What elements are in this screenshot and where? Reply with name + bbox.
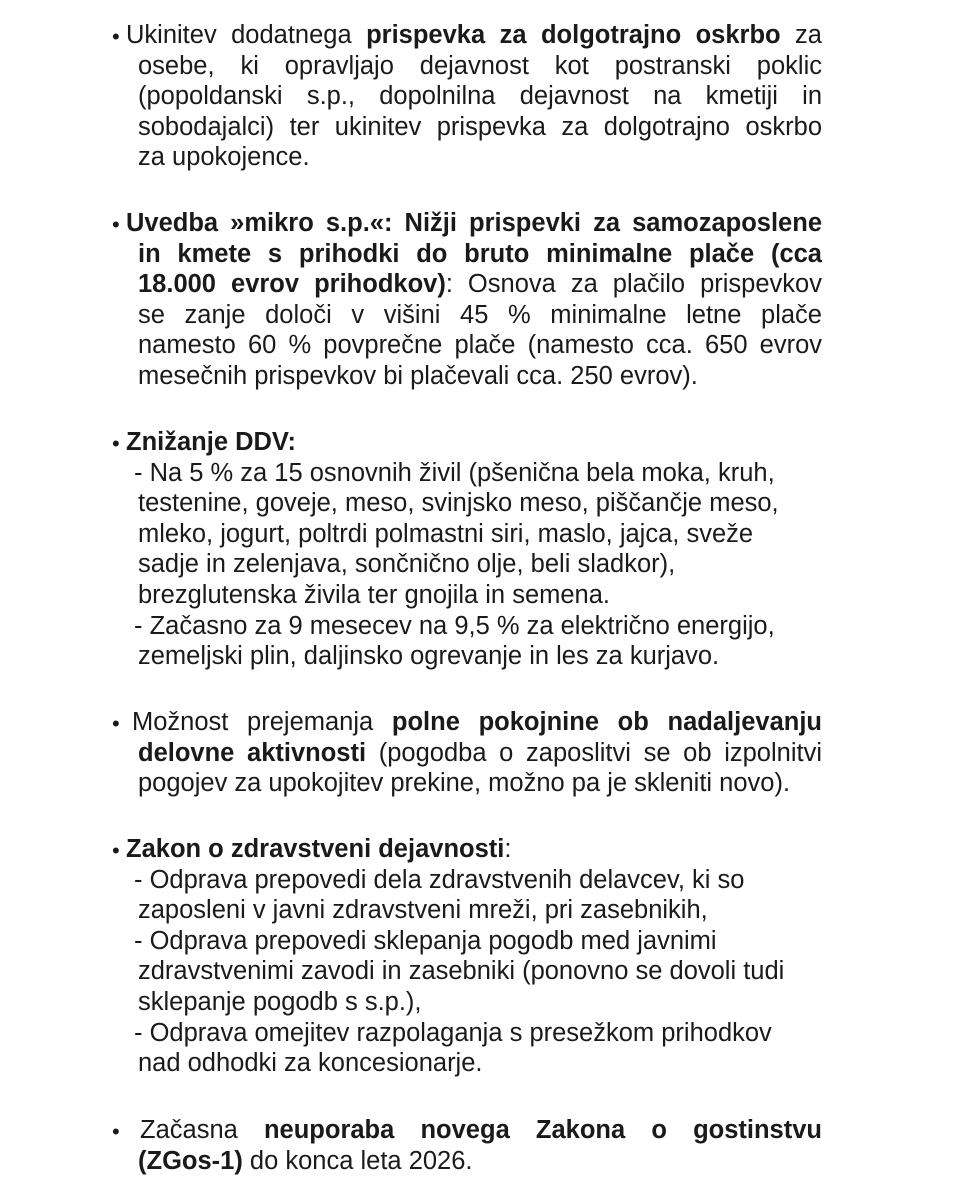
bullet-item-zgos	[112, 1115, 822, 1176]
text-line: mleko, jogurt, poltrdi polmastni siri, maslo, jajca, sveže	[138, 519, 754, 548]
text-line: - Odprava prepovedi dela zdravstvenih delavcev, ki so	[134, 865, 745, 894]
text-line: testenine, goveje, meso, svinjsko meso, piščančje meso,	[138, 489, 779, 518]
text-line: zaposleni v javni zdravstveni mreži, pri zasebnikih,	[138, 896, 708, 925]
text-line: - Odprava prepovedi sklepanja pogodb med javnimi	[134, 926, 717, 955]
text-line: delovne aktivnosti (pogodba o zaposlitvi se ob izpolnitvi	[138, 738, 822, 767]
text-line: zdravstvenimi zavodi in zasebniki (ponovno se dovoli tudi	[138, 957, 785, 986]
bullet-marker: •	[112, 212, 120, 237]
text-line: se zanje določi v višini 45 % minimalne letne plače	[138, 300, 822, 329]
text-line: Možnost prejemanja polne pokojnine ob nadaljevanju	[132, 708, 822, 736]
text-line: nad odhodki za koncesionarje.	[138, 1049, 483, 1078]
text-line: sklepanje pogodb s s.p.),	[138, 987, 422, 1016]
text-line: in kmete s prihodki do bruto minimalne plače (cca	[138, 239, 822, 268]
text-line: Znižanje DDV:	[126, 428, 297, 456]
text-line: Uvedba »mikro s.p.«: Nižji prispevki za samozaposlene	[126, 209, 822, 237]
text-line: Zakon o zdravstveni dejavnosti:	[126, 835, 512, 863]
text-line: zemeljski plin, daljinsko ogrevanje in les za kurjavo.	[138, 642, 720, 671]
text-line: 18.000 evrov prihodkov): Osnova za plačilo prispevkov	[138, 270, 822, 299]
text-line: (ZGos-1) do konca leta 2026.	[138, 1146, 473, 1175]
bullet-item-polna-pokojnina	[112, 707, 822, 799]
text-line: - Odprava omejitev razpolaganja s presežkom prihodkov	[134, 1018, 772, 1047]
bullet-marker: •	[112, 431, 120, 456]
bullet-item-zakon-zdravstvena-dejavnost	[112, 834, 822, 1079]
text-line: mesečnih prispevkov bi plačevali cca. 250 evrov).	[138, 361, 698, 390]
text-line: sadje in zelenjava, sončnično olje, beli sladkor),	[138, 550, 676, 579]
text-line: sobodajalci) ter ukinitev prispevka za dolgotrajno oskrbo	[138, 112, 822, 141]
text-line: osebe, ki opravljajo dejavnost kot postranski poklic	[138, 51, 822, 80]
text-line: (popoldanski s.p., dopolnilna dejavnost na kmetiji in	[138, 82, 822, 111]
bullet-item-dolgotrajna-oskrba	[112, 20, 822, 173]
bullet-marker: •	[112, 1119, 120, 1144]
text-line: pogojev za upokojitev prekine, možno pa je skleniti novo).	[138, 769, 791, 798]
text-line: brezglutenska živila ter gnojila in semena.	[138, 580, 610, 609]
bullet-item-mikro-sp	[112, 208, 822, 392]
text-line: Začasna neuporaba novega Zakona o gostinstvu	[140, 1116, 822, 1144]
text-line: - Začasno za 9 mesecev na 9,5 % za električno energijo,	[134, 611, 775, 640]
bullet-marker: •	[112, 711, 120, 736]
text-line: za upokojence.	[138, 143, 310, 172]
bullet-item-znizanje-ddv	[112, 427, 822, 672]
text-line: - Na 5 % za 15 osnovnih živil (pšenična bela moka, kruh,	[134, 458, 775, 487]
bullet-marker: •	[112, 24, 120, 49]
text-line: namesto 60 % povprečne plače (namesto cca. 650 evrov	[138, 331, 822, 360]
bullet-marker: •	[112, 838, 120, 863]
text-line: Ukinitev dodatnega prispevka za dolgotrajno oskrbo za	[126, 21, 822, 49]
